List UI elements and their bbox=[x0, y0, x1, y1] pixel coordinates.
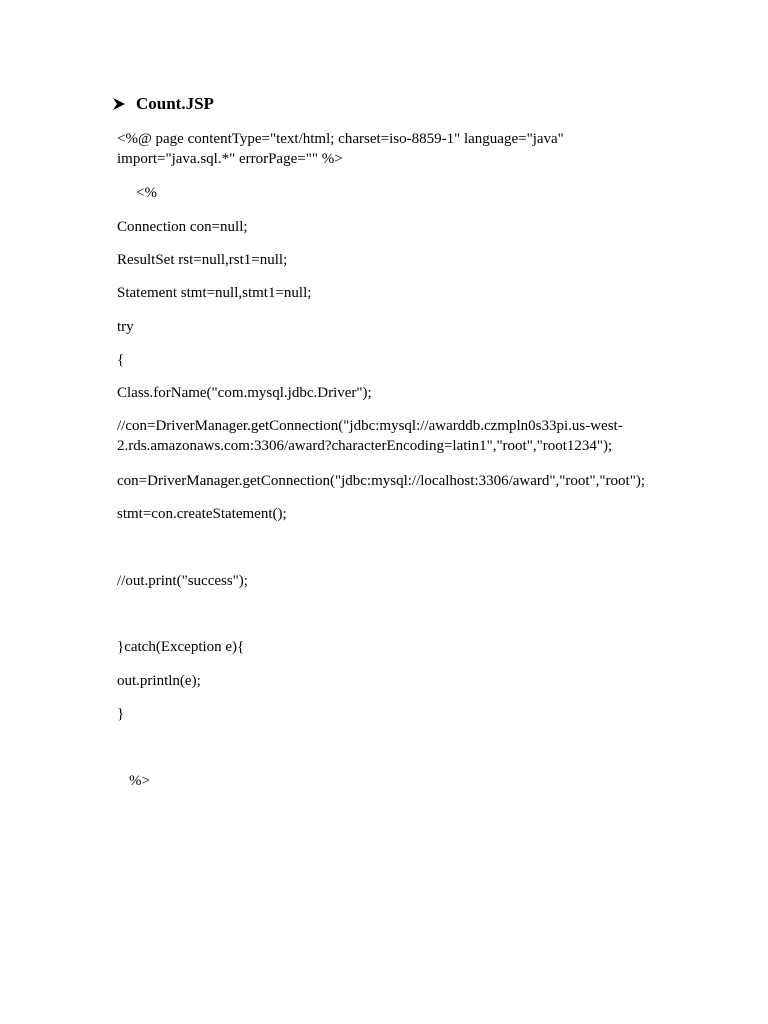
code-line-close-brace: } bbox=[117, 706, 125, 722]
code-line-commented-connection: //con=DriverManager.getConnection("jdbc:mysql://awarddb.czmpln0s33pi.us-west-2.rds.amazonaws.com:3306/award?characterEncoding=latin1","root","root1234"); bbox=[117, 418, 623, 454]
code-line-try: try bbox=[117, 319, 134, 335]
code-line-commented-print: //out.print("success"); bbox=[117, 573, 248, 589]
code-line-open-brace: { bbox=[117, 352, 125, 368]
code-line-statement: Statement stmt=null,stmt1=null; bbox=[117, 285, 312, 301]
section-heading bbox=[112, 94, 214, 114]
code-line-catch: }catch(Exception e){ bbox=[117, 639, 245, 655]
code-line-println: out.println(e); bbox=[117, 673, 201, 689]
code-line-create-statement: stmt=con.createStatement(); bbox=[117, 506, 287, 522]
code-line-scriptlet-close: %> bbox=[129, 773, 150, 789]
code-line-scriptlet-open: <% bbox=[136, 185, 157, 201]
code-line-page-directive: <%@ page contentType="text/html; charset=iso-8859-1" language="java" import="java.sql.*" errorPage="" %> bbox=[117, 131, 564, 167]
code-line-class-forname: Class.forName("com.mysql.jdbc.Driver"); bbox=[117, 385, 372, 401]
arrowhead-bullet-icon bbox=[112, 97, 126, 111]
heading-title: Count.JSP bbox=[136, 94, 214, 113]
code-line-resultset: ResultSet rst=null,rst1=null; bbox=[117, 252, 288, 268]
code-line-get-connection: con=DriverManager.getConnection("jdbc:mysql://localhost:3306/award","root","root"); bbox=[117, 473, 645, 489]
code-line-connection: Connection con=null; bbox=[117, 219, 248, 235]
